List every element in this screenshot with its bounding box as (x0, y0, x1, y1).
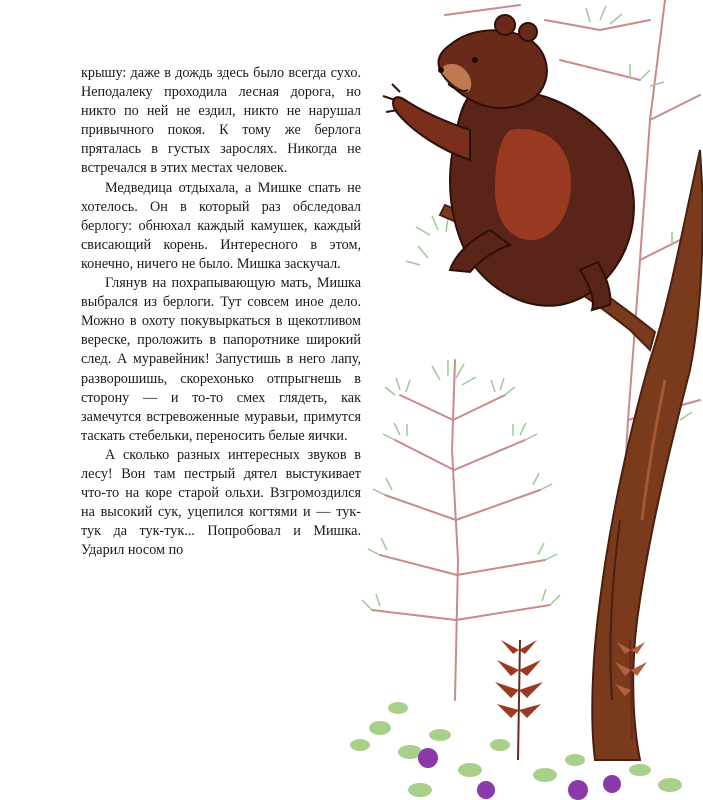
background-branches (445, 0, 700, 700)
paragraph-4: А сколько разных интересных звуков в лесу! Вон там пестрый дятел выстукивает что-то на коре старой ольхи. Взгромоздился на высокий сук, уцепился когтями и — тук-тук да тук-тук... Попробовал и Мишка. Ударил носом по (81, 446, 361, 559)
young-tree (372, 360, 550, 700)
fern-right (615, 640, 647, 740)
ground-plants (350, 702, 682, 800)
fern (495, 640, 543, 760)
paragraph-2: Медведица отдыхала, а Мишке спать не хотелось. Он в который раз обследовал берлогу: обнюхал каждый камушек, каждый свисающий корень. Интересного в этом, конечно, ничего не было. Мишка заскучал. (81, 179, 361, 272)
paragraph-3: Глянув на похрапывающую мать, Мишка выбрался из берлоги. Тут совсем иное дело. Можно в охоту покувыркаться в щекотливом вереске, проложить в папоротнике широкий след. А муравейник! Запустишь в него лапу, разворошишь, скорехонько отпрыгнешь в сторону — и то-то смех глядеть, как замечутся встревоженные муравьи, примутся таскать стебельки, переносить белые яички. (81, 275, 361, 444)
tree-trunk (440, 150, 703, 760)
story-text (81, 64, 361, 560)
bear-cub (383, 15, 634, 310)
paragraph-1: крышу: даже в дождь здесь было всегда сухо. Неподалеку проходила лесная дорога, но никто по ней не ездил, никто не нарушал привычного покоя. К тому же берлога пряталась в густых зарослях. Никогда не встречался в этих местах человек. (81, 65, 361, 177)
needle-tufts (362, 6, 702, 610)
